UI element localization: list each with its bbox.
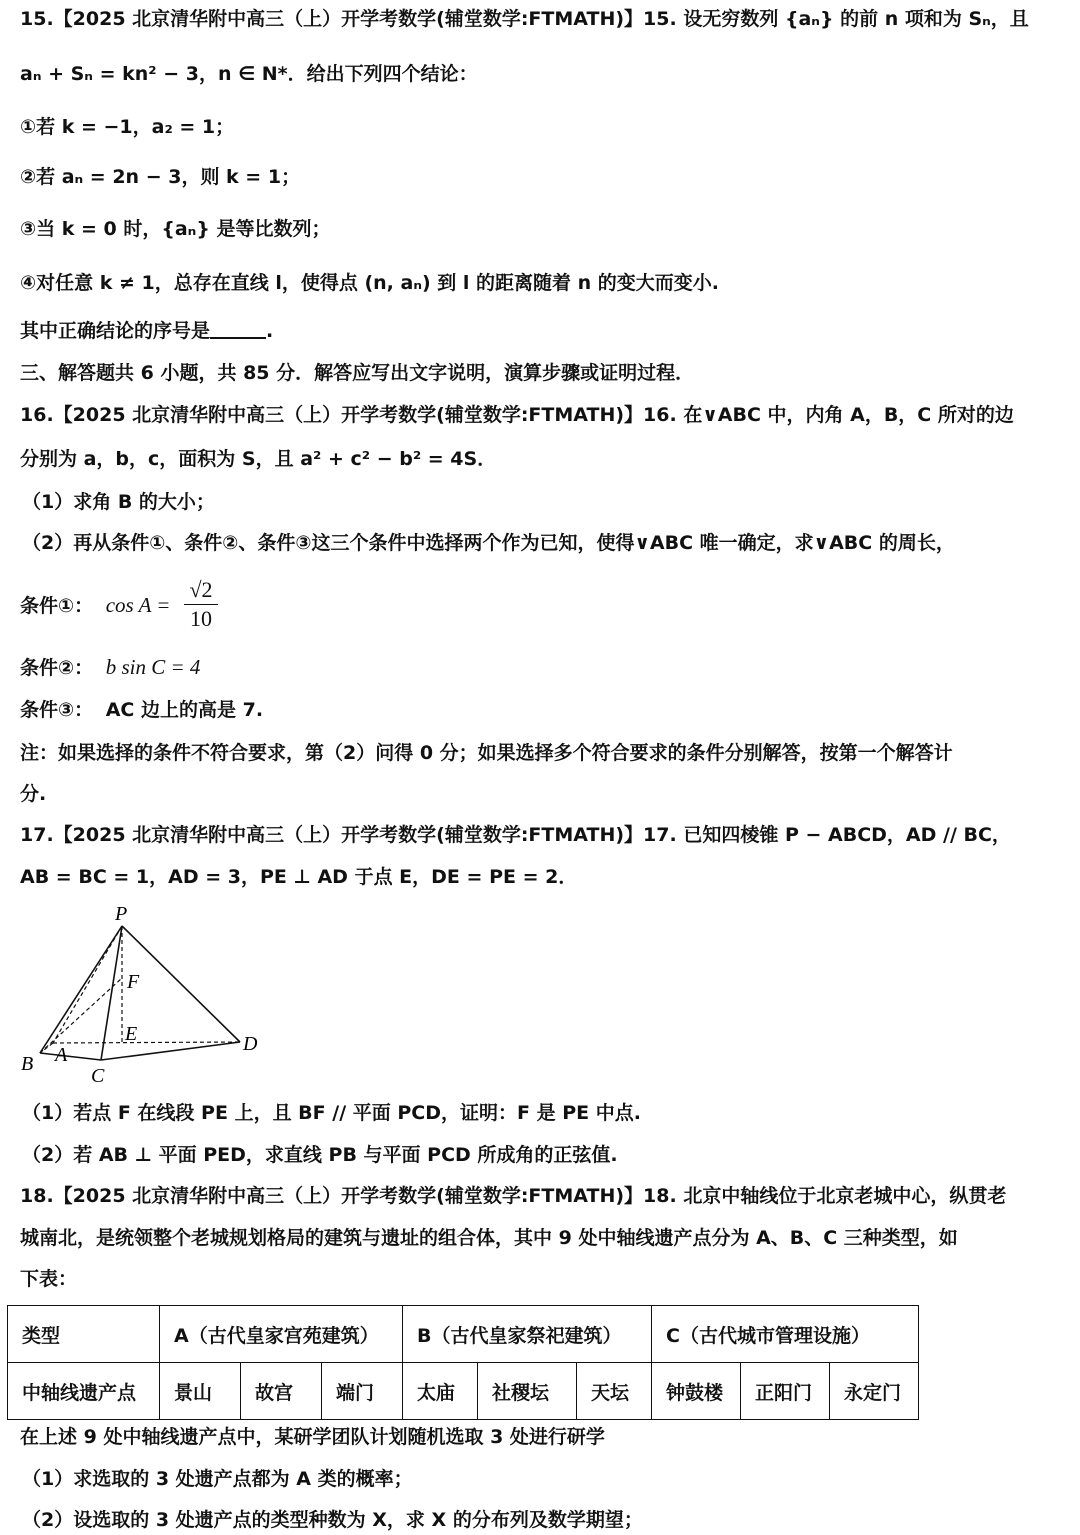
q16-cond-2 [20,654,1068,681]
q17-part-2: （2）若 AB ⊥ 平面 PED，求直线 PB 与平面 PCD 所成角的正弦值. [22,1144,618,1166]
q15-conclusion-1: ①若 k = −1，a₂ = 1； [20,116,235,138]
q16-cond-1 [20,592,1068,619]
q17-header: 17.【2025 北京清华附中高三（上）开学考数学(辅堂数学:FTMATH)】17. 已知四棱锥 P − ABCD，AD // BC， [20,824,1011,846]
q17-part-1: （1）若点 F 在线段 PE 上，且 BF // 平面 PCD，证明：F 是 PE 中点. [22,1102,641,1124]
q16-note-line-1: 注：如果选择的条件不符合要求，第（2）问得 0 分；如果选择多个符合要求的条件分别解答，按第一个解答计 [20,742,953,764]
pyramid-figure [15,898,285,1088]
table-cell-site: 钟鼓楼 [652,1363,741,1420]
q17-condition: AB = BC = 1，AD = 3，PE ⊥ AD 于点 E，DE = PE = 2． [20,866,578,888]
edge-pc [101,926,122,1060]
table-cell-site: 天坛 [577,1363,652,1420]
q18-intro-line-2: 城南北，是统领整个老城规划格局的建筑与遗址的组合体，其中 9 处中轴线遗产点分为 A、B、C 三种类型，如 [20,1227,958,1249]
cond-3-text: AC 边上的高是 7. [105,699,264,721]
q18-intro-line-3: 下表： [20,1268,78,1290]
cond-2-expr: b sin C = 4 [105,655,201,679]
heritage-table [7,1305,919,1420]
label-c: C [91,1065,105,1087]
q18-selection: 在上述 9 处中轴线遗产点中，某研学团队计划随机选取 3 处进行研学 [20,1426,605,1448]
q16-condition: 分别为 a，b，c，面积为 S，且 a² + c² − b² = 4S． [20,448,497,470]
answer-blank [210,319,266,339]
label-d: D [243,1033,258,1055]
label-e: E [125,1023,138,1045]
q18-header: 18.【2025 北京清华附中高三（上）开学考数学(辅堂数学:FTMATH)】18. 北京中轴线位于北京老城中心，纵贯老 [20,1185,1007,1207]
cond-1-label: 条件①： [20,595,94,617]
table-cell-site: 正阳门 [741,1363,830,1420]
q15-ask-text: 其中正确结论的序号是 [20,320,211,342]
q15-conclusion-4: ④对任意 k ≠ 1，总存在直线 l，使得点 (n, aₙ) 到 l 的距离随着 n 的变大而变小. [20,272,719,294]
table-row [8,1363,919,1420]
cond-1-fraction [184,576,218,633]
table-row [8,1306,919,1363]
table-cell-site: 景山 [160,1363,241,1420]
fraction-numerator: √2 [184,576,218,605]
edge-bc [40,1053,101,1060]
cond-2-label: 条件②： [20,657,94,679]
edge-ad [53,1042,240,1043]
table-cell-site: 故宫 [241,1363,322,1420]
q18-part-1: （1）求选取的 3 处遗产点都为 A 类的概率； [22,1468,413,1490]
cond-3-label: 条件③： [20,699,94,721]
table-cell-site: 端门 [322,1363,403,1420]
q16-cond-3 [20,697,1068,723]
q15-header: 15.【2025 北京清华附中高三（上）开学考数学(辅堂数学:FTMATH)】15. 设无穷数列 {aₙ} 的前 n 项和为 Sₙ，且 [20,8,1029,30]
table-cell-site-label: 中轴线遗产点 [8,1363,160,1420]
edge-pa [53,926,122,1043]
label-b: B [21,1053,34,1075]
table-cell-type-c: C（古代城市管理设施） [652,1306,919,1363]
q15-conclusion-3: ③当 k = 0 时，{aₙ} 是等比数列； [20,218,331,240]
cond-1-lhs: cos A = [105,593,171,617]
table-cell-site: 太庙 [403,1363,478,1420]
table-cell-site: 永定门 [830,1363,919,1420]
table-cell-type-b: B（古代皇家祭祀建筑） [403,1306,652,1363]
q15-ask [20,318,1068,344]
q16-header: 16.【2025 北京清华附中高三（上）开学考数学(辅堂数学:FTMATH)】16. 在∨ABC 中，内角 A，B，C 所对的边 [20,404,1014,426]
q16-part-1: （1）求角 B 的大小； [22,491,215,513]
table-cell-site: 社稷坛 [478,1363,577,1420]
q18-part-2: （2）设选取的 3 处遗产点的类型种数为 X，求 X 的分布列及数学期望； [22,1509,643,1531]
q16-part-2: （2）再从条件①、条件②、条件③这三个条件中选择两个作为已知，使得∨ABC 唯一确定，求∨ABC 的周长， [22,532,955,554]
label-f: F [127,971,140,993]
q15-conclusion-2: ②若 aₙ = 2n − 3，则 k = 1； [20,166,301,188]
table-cell-type-a: A（古代皇家宫苑建筑） [160,1306,403,1363]
edge-cd [101,1042,240,1060]
q16-note-line-2: 分. [20,783,47,805]
q15-condition: aₙ + Sₙ = kn² − 3，n ∈ N*．给出下列四个结论： [20,63,478,85]
edge-pd [122,926,240,1042]
fraction-denominator: 10 [190,606,212,631]
label-a: A [55,1044,68,1066]
table-cell-type-label: 类型 [8,1306,160,1363]
label-p: P [115,903,128,925]
q15-ask-end: . [266,320,274,342]
section-3-heading: 三、解答题共 6 小题，共 85 分．解答应写出文字说明，演算步骤或证明过程． [20,362,695,384]
